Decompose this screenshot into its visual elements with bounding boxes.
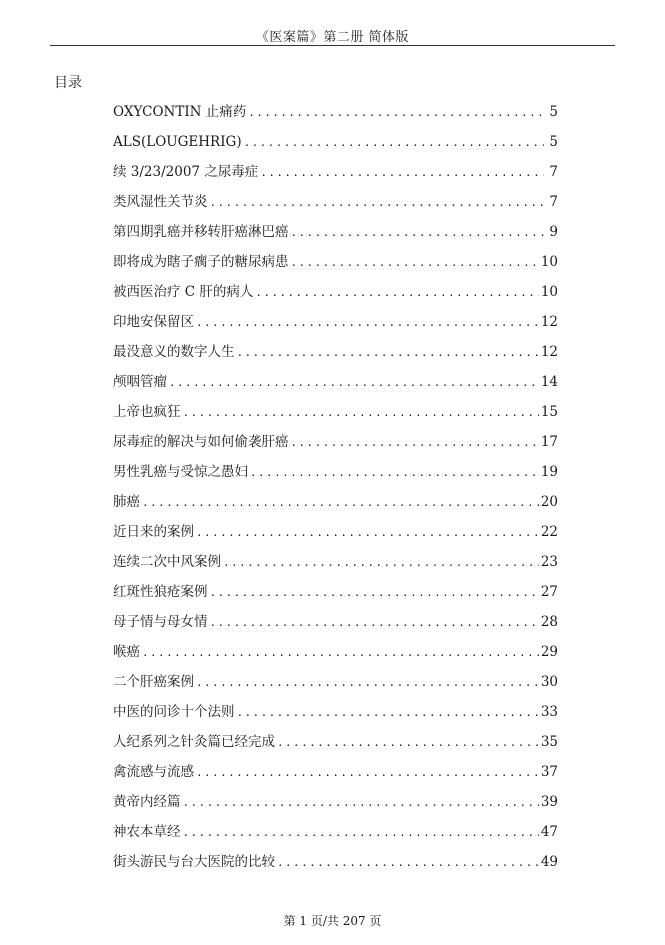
toc-entry-page-number: 5 bbox=[549, 134, 558, 150]
toc-dot-leader bbox=[169, 368, 539, 398]
toc-entry[interactable] bbox=[113, 697, 558, 727]
toc-entry-page-number: 22 bbox=[540, 524, 558, 540]
toc-entry-page-number: 20 bbox=[540, 494, 558, 510]
toc-entry-title[interactable]: OXYCONTIN 止痛药 bbox=[113, 104, 247, 120]
toc-dot-leader bbox=[183, 398, 539, 428]
toc-dot-leader bbox=[291, 428, 539, 458]
toc-entry-page-number: 17 bbox=[540, 434, 558, 450]
toc-entry-page-number: 5 bbox=[549, 104, 558, 120]
toc-entry-title[interactable]: 印地安保留区 bbox=[113, 314, 194, 330]
toc-dot-leader bbox=[277, 728, 539, 758]
toc-dot-leader bbox=[183, 818, 539, 848]
toc-entry-page-number: 7 bbox=[549, 194, 558, 210]
toc-entry-title[interactable]: 最没意义的数字人生 bbox=[113, 344, 235, 360]
toc-entry-title[interactable]: 男性乳癌与受惊之愚妇 bbox=[113, 464, 248, 480]
toc-dot-leader bbox=[291, 248, 539, 278]
toc-entry-page-number: 7 bbox=[549, 164, 558, 180]
toc-dot-leader bbox=[196, 668, 539, 698]
toc-entry-title[interactable]: ALS(LOUGEHRIG) bbox=[113, 134, 242, 150]
toc-entry-title[interactable]: 母子情与母女情 bbox=[113, 614, 208, 630]
toc-dot-leader bbox=[196, 758, 539, 788]
toc-entry-page-number: 12 bbox=[540, 344, 558, 360]
toc-entry-page-number: 15 bbox=[540, 404, 558, 420]
toc-entry[interactable] bbox=[113, 787, 558, 817]
toc-entry[interactable] bbox=[113, 577, 558, 607]
toc-dot-leader bbox=[196, 518, 539, 548]
toc-dot-leader bbox=[291, 218, 545, 248]
toc-entry[interactable] bbox=[113, 817, 558, 847]
toc-entry[interactable] bbox=[113, 277, 558, 307]
toc-entry[interactable] bbox=[113, 367, 558, 397]
toc-dot-leader bbox=[260, 158, 544, 188]
toc-entry[interactable] bbox=[113, 187, 558, 217]
toc-entry-title[interactable]: 近日来的案例 bbox=[113, 524, 194, 540]
toc-entry-page-number: 37 bbox=[540, 764, 558, 780]
toc-dot-leader bbox=[210, 578, 539, 608]
toc-entry-title[interactable]: 中医的问诊十个法则 bbox=[113, 704, 235, 720]
toc-dot-leader bbox=[244, 128, 544, 158]
toc-entry[interactable] bbox=[113, 847, 558, 877]
toc-entry[interactable] bbox=[113, 727, 558, 757]
toc-dot-leader bbox=[255, 278, 538, 308]
toc-entry[interactable] bbox=[113, 487, 558, 517]
toc-entry-title[interactable]: 尿毒症的解决与如何偷袭肝癌 bbox=[113, 434, 289, 450]
toc-dot-leader bbox=[210, 608, 539, 638]
toc-entry-title[interactable]: 颅咽管瘤 bbox=[113, 374, 167, 390]
toc-entry-title[interactable]: 二个肝癌案例 bbox=[113, 674, 194, 690]
toc-dot-leader bbox=[237, 698, 539, 728]
toc-entry-page-number: 23 bbox=[540, 554, 558, 570]
toc-entry[interactable] bbox=[113, 607, 558, 637]
toc-entry-title[interactable]: 街头游民与台大医院的比较 bbox=[113, 854, 275, 870]
toc-dot-leader bbox=[210, 188, 545, 218]
toc-entry[interactable] bbox=[113, 547, 558, 577]
toc-entry[interactable] bbox=[113, 457, 558, 487]
toc-entry-page-number: 14 bbox=[540, 374, 558, 390]
toc-entry-page-number: 49 bbox=[540, 854, 558, 870]
toc-entry-page-number: 29 bbox=[540, 644, 558, 660]
toc-entry-title[interactable]: 肺癌 bbox=[113, 494, 140, 510]
toc-entry-title[interactable]: 喉癌 bbox=[113, 644, 140, 660]
toc-entry-page-number: 12 bbox=[540, 314, 558, 330]
toc-entry[interactable] bbox=[113, 427, 558, 457]
toc-entry-page-number: 9 bbox=[549, 224, 558, 240]
toc-entry-page-number: 28 bbox=[540, 614, 558, 630]
toc-dot-leader bbox=[183, 788, 539, 818]
toc-entry-title[interactable]: 类风湿性关节炎 bbox=[113, 194, 208, 210]
header-divider bbox=[50, 45, 615, 46]
toc-entry[interactable] bbox=[113, 517, 558, 547]
page-footer: 第 1 页/共 207 页 bbox=[283, 914, 382, 928]
toc-dot-leader bbox=[142, 638, 539, 668]
toc-entry[interactable] bbox=[113, 217, 558, 247]
toc-entry[interactable] bbox=[113, 667, 558, 697]
toc-dot-leader bbox=[196, 308, 539, 338]
toc-entry-page-number: 47 bbox=[540, 824, 558, 840]
toc-entry[interactable] bbox=[113, 637, 558, 667]
toc-entry-page-number: 39 bbox=[540, 794, 558, 810]
toc-dot-leader bbox=[248, 98, 544, 128]
toc-entry-page-number: 30 bbox=[540, 674, 558, 690]
toc-entry-title[interactable]: 禽流感与流感 bbox=[113, 764, 194, 780]
toc-dot-leader bbox=[250, 458, 539, 488]
toc-entry-title[interactable]: 上帝也疯狂 bbox=[113, 404, 181, 420]
toc-entry[interactable] bbox=[113, 127, 558, 157]
toc-entry-title[interactable]: 黄帝内经篇 bbox=[113, 794, 181, 810]
toc-entry[interactable] bbox=[113, 157, 558, 187]
toc-dot-leader bbox=[277, 848, 539, 878]
toc-entry-title[interactable]: 续 3/23/2007 之尿毒症 bbox=[113, 164, 259, 180]
toc-entry-title[interactable]: 神农本草经 bbox=[113, 824, 181, 840]
toc-entry-title[interactable]: 红斑性狼疮案例 bbox=[113, 584, 208, 600]
toc-entry-title[interactable]: 第四期乳癌并移转肝癌淋巴癌 bbox=[113, 224, 289, 240]
toc-entry[interactable] bbox=[113, 247, 558, 277]
toc-entry-page-number: 10 bbox=[540, 254, 558, 270]
toc-entry-title[interactable]: 连续二次中风案例 bbox=[113, 554, 221, 570]
toc-entry-page-number: 19 bbox=[540, 464, 558, 480]
toc-dot-leader bbox=[237, 338, 539, 368]
toc-entry-title[interactable]: 人纪系列之针灸篇已经完成 bbox=[113, 734, 275, 750]
toc-entry-page-number: 27 bbox=[540, 584, 558, 600]
toc-entry-title[interactable]: 被西医治疗 C 肝的病人 bbox=[113, 284, 254, 300]
toc-entry-page-number: 35 bbox=[540, 734, 558, 750]
toc-entry[interactable] bbox=[113, 397, 558, 427]
toc-entry[interactable] bbox=[113, 337, 558, 367]
toc-entry-title[interactable]: 即将成为瞎子瘸子的糖尿病患 bbox=[113, 254, 289, 270]
toc-entry-page-number: 10 bbox=[540, 284, 558, 300]
toc-heading: 目录 bbox=[54, 75, 82, 91]
toc-entry[interactable] bbox=[113, 757, 558, 787]
toc-entry[interactable] bbox=[113, 97, 558, 127]
toc-list bbox=[113, 97, 558, 877]
page-header: 《医案篇》第二册 简体版 bbox=[255, 30, 410, 45]
toc-entry[interactable] bbox=[113, 307, 558, 337]
toc-dot-leader bbox=[142, 488, 539, 518]
toc-entry-page-number: 33 bbox=[540, 704, 558, 720]
toc-dot-leader bbox=[223, 548, 539, 578]
